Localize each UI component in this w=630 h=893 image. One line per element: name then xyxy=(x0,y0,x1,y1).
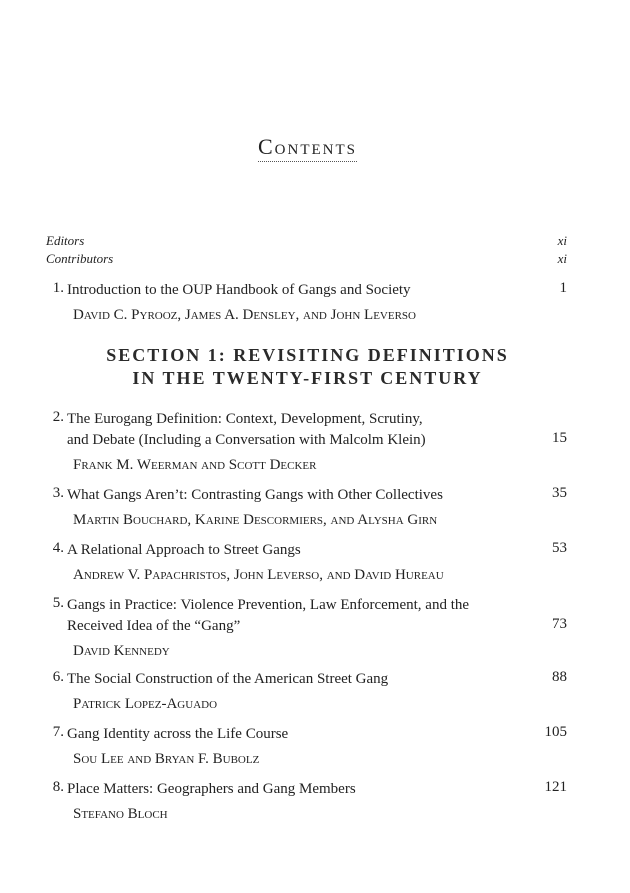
chapter-number: 5. xyxy=(52,595,64,611)
chapter-title: Place Matters: Geographers and Gang Members xyxy=(67,781,356,797)
chapter-authors: Martin Bouchard, Karine Descormiers, and Alysha Girn xyxy=(73,512,438,528)
toc-entry-3[interactable] xyxy=(46,485,567,531)
chapter-page: 121 xyxy=(544,779,567,795)
chapter-title: What Gangs Aren’t: Contrasting Gangs with Other Collectives xyxy=(67,487,443,503)
chapter-page: 105 xyxy=(544,724,567,740)
toc-entry-1[interactable] xyxy=(46,280,567,326)
front-matter-editors[interactable] xyxy=(46,232,567,250)
chapter-title-line2: Received Idea of the “Gang” xyxy=(67,618,241,634)
chapter-authors: Frank M. Weerman and Scott Decker xyxy=(73,457,317,473)
chapter-authors: Stefano Bloch xyxy=(73,806,168,822)
chapter-title: Introduction to the OUP Handbook of Gangs and Society xyxy=(67,282,411,298)
chapter-authors: David C. Pyrooz, James A. Densley, and John Leverso xyxy=(73,307,416,323)
chapter-title-line1: Gangs in Practice: Violence Prevention, Law Enforcement, and the xyxy=(67,597,470,613)
chapter-number: 3. xyxy=(52,485,64,501)
chapter-page: 35 xyxy=(552,485,567,501)
toc-entry-7[interactable] xyxy=(46,724,567,770)
toc-entry-8[interactable] xyxy=(46,779,567,825)
toc-entry-4[interactable] xyxy=(46,540,567,586)
chapter-authors: Andrew V. Papachristos, John Leverso, and David Hureau xyxy=(73,567,444,583)
toc-entry-5[interactable] xyxy=(46,595,567,662)
page-title-text: Contents xyxy=(258,134,357,162)
section-heading-line2: IN THE TWENTY-FIRST CENTURY xyxy=(132,368,483,388)
chapter-page: 15 xyxy=(552,430,567,446)
section-heading xyxy=(0,344,615,390)
chapter-authors: Patrick Lopez-Aguado xyxy=(73,696,218,712)
chapter-authors: Sou Lee and Bryan F. Bubolz xyxy=(73,751,260,767)
chapter-number: 8. xyxy=(52,779,64,795)
toc-entry-6[interactable] xyxy=(46,669,567,715)
section-heading-line1: SECTION 1: REVISITING DEFINITIONS xyxy=(106,345,509,365)
page-title xyxy=(0,134,615,160)
chapter-page: 73 xyxy=(552,616,567,632)
chapter-page: 53 xyxy=(552,540,567,556)
chapter-title-line2: and Debate (Including a Conversation with Malcolm Klein) xyxy=(67,432,426,448)
front-matter-label: Editors xyxy=(46,233,85,248)
front-matter-contributors[interactable] xyxy=(46,250,567,268)
chapter-title: Gang Identity across the Life Course xyxy=(67,726,289,742)
chapter-number: 4. xyxy=(52,540,64,556)
chapter-number: 2. xyxy=(52,409,64,425)
chapter-page: 1 xyxy=(559,280,567,296)
front-matter-page: xi xyxy=(557,251,567,266)
chapter-title-line1: The Eurogang Definition: Context, Development, Scrutiny, xyxy=(67,411,423,427)
chapter-page: 88 xyxy=(552,669,567,685)
chapter-title: A Relational Approach to Street Gangs xyxy=(67,542,301,558)
front-matter-page: xi xyxy=(557,233,567,248)
front-matter-label: Contributors xyxy=(46,251,114,266)
toc-entry-2[interactable] xyxy=(46,409,567,476)
chapter-title: The Social Construction of the American Street Gang xyxy=(67,671,389,687)
chapter-number: 1. xyxy=(52,280,64,296)
chapter-authors: David Kennedy xyxy=(73,643,170,659)
chapter-number: 6. xyxy=(52,669,64,685)
chapter-number: 7. xyxy=(52,724,64,740)
